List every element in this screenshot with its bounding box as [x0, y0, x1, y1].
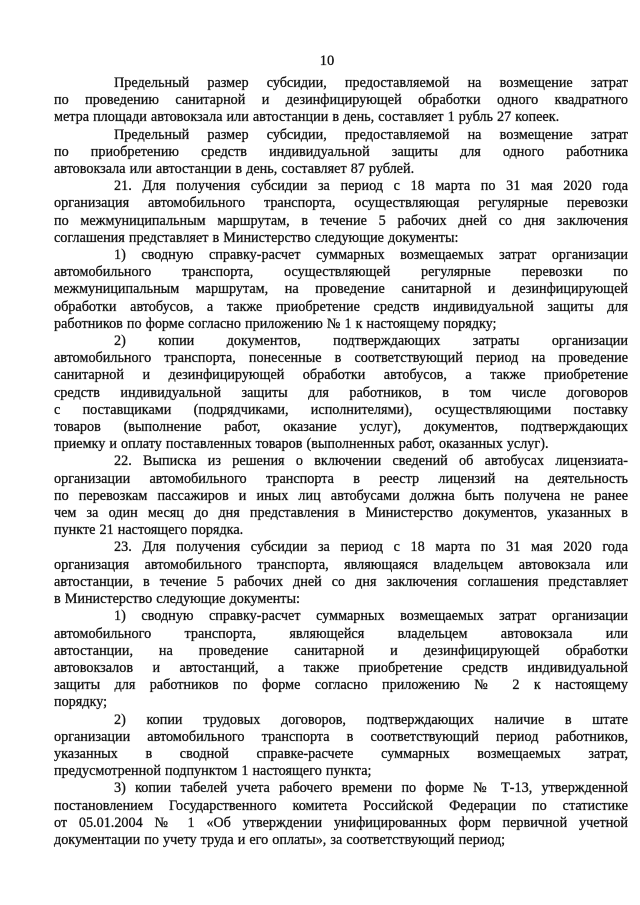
- text-line: товаров (выполнение работ, оказание услуг), документов, подтверждающих: [54, 419, 628, 436]
- paragraph: [54, 75, 628, 127]
- paragraph: [54, 247, 628, 333]
- paragraph: [54, 178, 628, 247]
- page-number: 10: [319, 53, 335, 69]
- text-line: автовокзалов и автостанций, а также приобретение средств индивидуальной: [54, 659, 628, 676]
- text-line: 22. Выписка из решения о включении сведений об автобусах лицензиата-: [114, 453, 628, 470]
- text-line: организации автомобильного транспорта в соответствующий период работников,: [54, 728, 628, 745]
- paragraph: [54, 608, 628, 711]
- paragraph: [54, 453, 628, 539]
- text-line: предусмотренной подпунктом 1 настоящего пункта;: [54, 763, 372, 780]
- text-line: 23. Для получения субсидии за период с 18 марта по 31 мая 2020 года: [114, 539, 628, 556]
- paragraph: [54, 333, 628, 453]
- text-line: организации автомобильного транспорта в реестр лицензий на деятельность: [54, 470, 628, 487]
- text-line: пункте 21 настоящего порядка.: [54, 522, 244, 539]
- text-line: с поставщиками (подрядчиками, исполнителями), осуществляющими поставку: [54, 401, 628, 418]
- text-line: указанных в сводной справке-расчете суммарных возмещаемых затрат,: [54, 745, 628, 762]
- text-line: приемку и оплату поставленных товаров (выполненных работ, оказанных услуг).: [54, 436, 549, 453]
- text-line: обработки автобусов, а также приобретение средств индивидуальной защиты для: [54, 298, 628, 315]
- text-line: метра площади автовокзала или автостанции в день, составляет 1 рубль 27 копеек.: [54, 109, 560, 126]
- document-body: [54, 75, 628, 849]
- text-line: документации по учету труда и его оплаты», за соответствующий период;: [54, 831, 506, 848]
- text-line: 3) копии табелей учета рабочего времени по форме № Т-13, утвержденной: [114, 780, 628, 797]
- text-line: автомобильного транспорта, являющейся владельцем автовокзала или: [54, 625, 628, 642]
- paragraph: [54, 539, 628, 608]
- text-line: 21. Для получения субсидии за период с 18 марта по 31 мая 2020 года: [114, 178, 628, 195]
- text-line: по приобретению средств индивидуальной защиты для одного работника: [54, 143, 628, 160]
- text-line: 2) копии трудовых договоров, подтверждающих наличие в штате: [114, 711, 628, 728]
- text-line: 1) сводную справку-расчет суммарных возмещаемых затрат организации: [114, 608, 628, 625]
- text-line: по проведению санитарной и дезинфицирующей обработки одного квадратного: [54, 92, 628, 109]
- text-line: Предельный размер субсидии, предоставляемой на возмещение затрат: [114, 75, 628, 91]
- text-line: 2) копии документов, подтверждающих затраты организации: [114, 333, 628, 350]
- text-line: санитарной и дезинфицирующей обработки автобусов, а также приобретение: [54, 367, 628, 384]
- paragraph: [54, 712, 628, 781]
- text-line: защиты для работников по форме согласно приложению № 2 к настоящему: [54, 677, 628, 694]
- text-line: автовокзала или автостанции в день, составляет 87 рублей.: [54, 161, 415, 178]
- text-line: автостанции, на проведение санитарной и дезинфицирующей обработки: [54, 642, 628, 659]
- text-line: порядку;: [54, 694, 108, 711]
- text-line: средств индивидуальной защиты для работников, в том числе договоров: [54, 384, 628, 401]
- text-line: по перевозкам пассажиров и иных лиц автобусами должна быть получена не ранее: [54, 487, 628, 504]
- text-line: организация автомобильного транспорта, осуществляющая регулярные перевозки: [54, 195, 628, 212]
- text-line: автостанции, в течение 5 рабочих дней со дня заключения соглашения представляет: [54, 573, 628, 590]
- text-line: 1) сводную справку-расчет суммарных возмещаемых затрат организации: [114, 247, 628, 264]
- text-line: от 05.01.2004 № 1 «Об утверждении унифицированных форм первичной учетной: [54, 814, 628, 831]
- paragraph: [54, 780, 628, 849]
- text-line: чем за один месяц до дня представления в Министерство документов, указанных в: [54, 505, 628, 522]
- text-line: постановлением Государственного комитета Российской Федерации по статистике: [54, 797, 628, 814]
- text-line: работников по форме согласно приложению № 1 к настоящему порядку;: [54, 315, 497, 332]
- text-line: организация автомобильного транспорта, являющаяся владельцем автовокзала или: [54, 556, 628, 573]
- text-line: в Министерство следующие документы:: [54, 591, 300, 608]
- text-line: Предельный размер субсидии, предоставляемой на возмещение затрат: [114, 126, 628, 143]
- text-line: по межмуниципальным маршрутам, в течение 5 рабочих дней со дня заключения: [54, 212, 628, 229]
- text-line: автомобильного транспорта, осуществляющей регулярные перевозки по: [54, 264, 628, 281]
- paragraph: [54, 127, 628, 179]
- text-line: соглашения представляет в Министерство следующие документы:: [54, 229, 459, 246]
- text-line: автомобильного транспорта, понесенные в соответствующий период на проведение: [54, 350, 628, 367]
- text-line: межмуниципальным маршрутам, на проведение санитарной и дезинфицирующей: [54, 281, 628, 298]
